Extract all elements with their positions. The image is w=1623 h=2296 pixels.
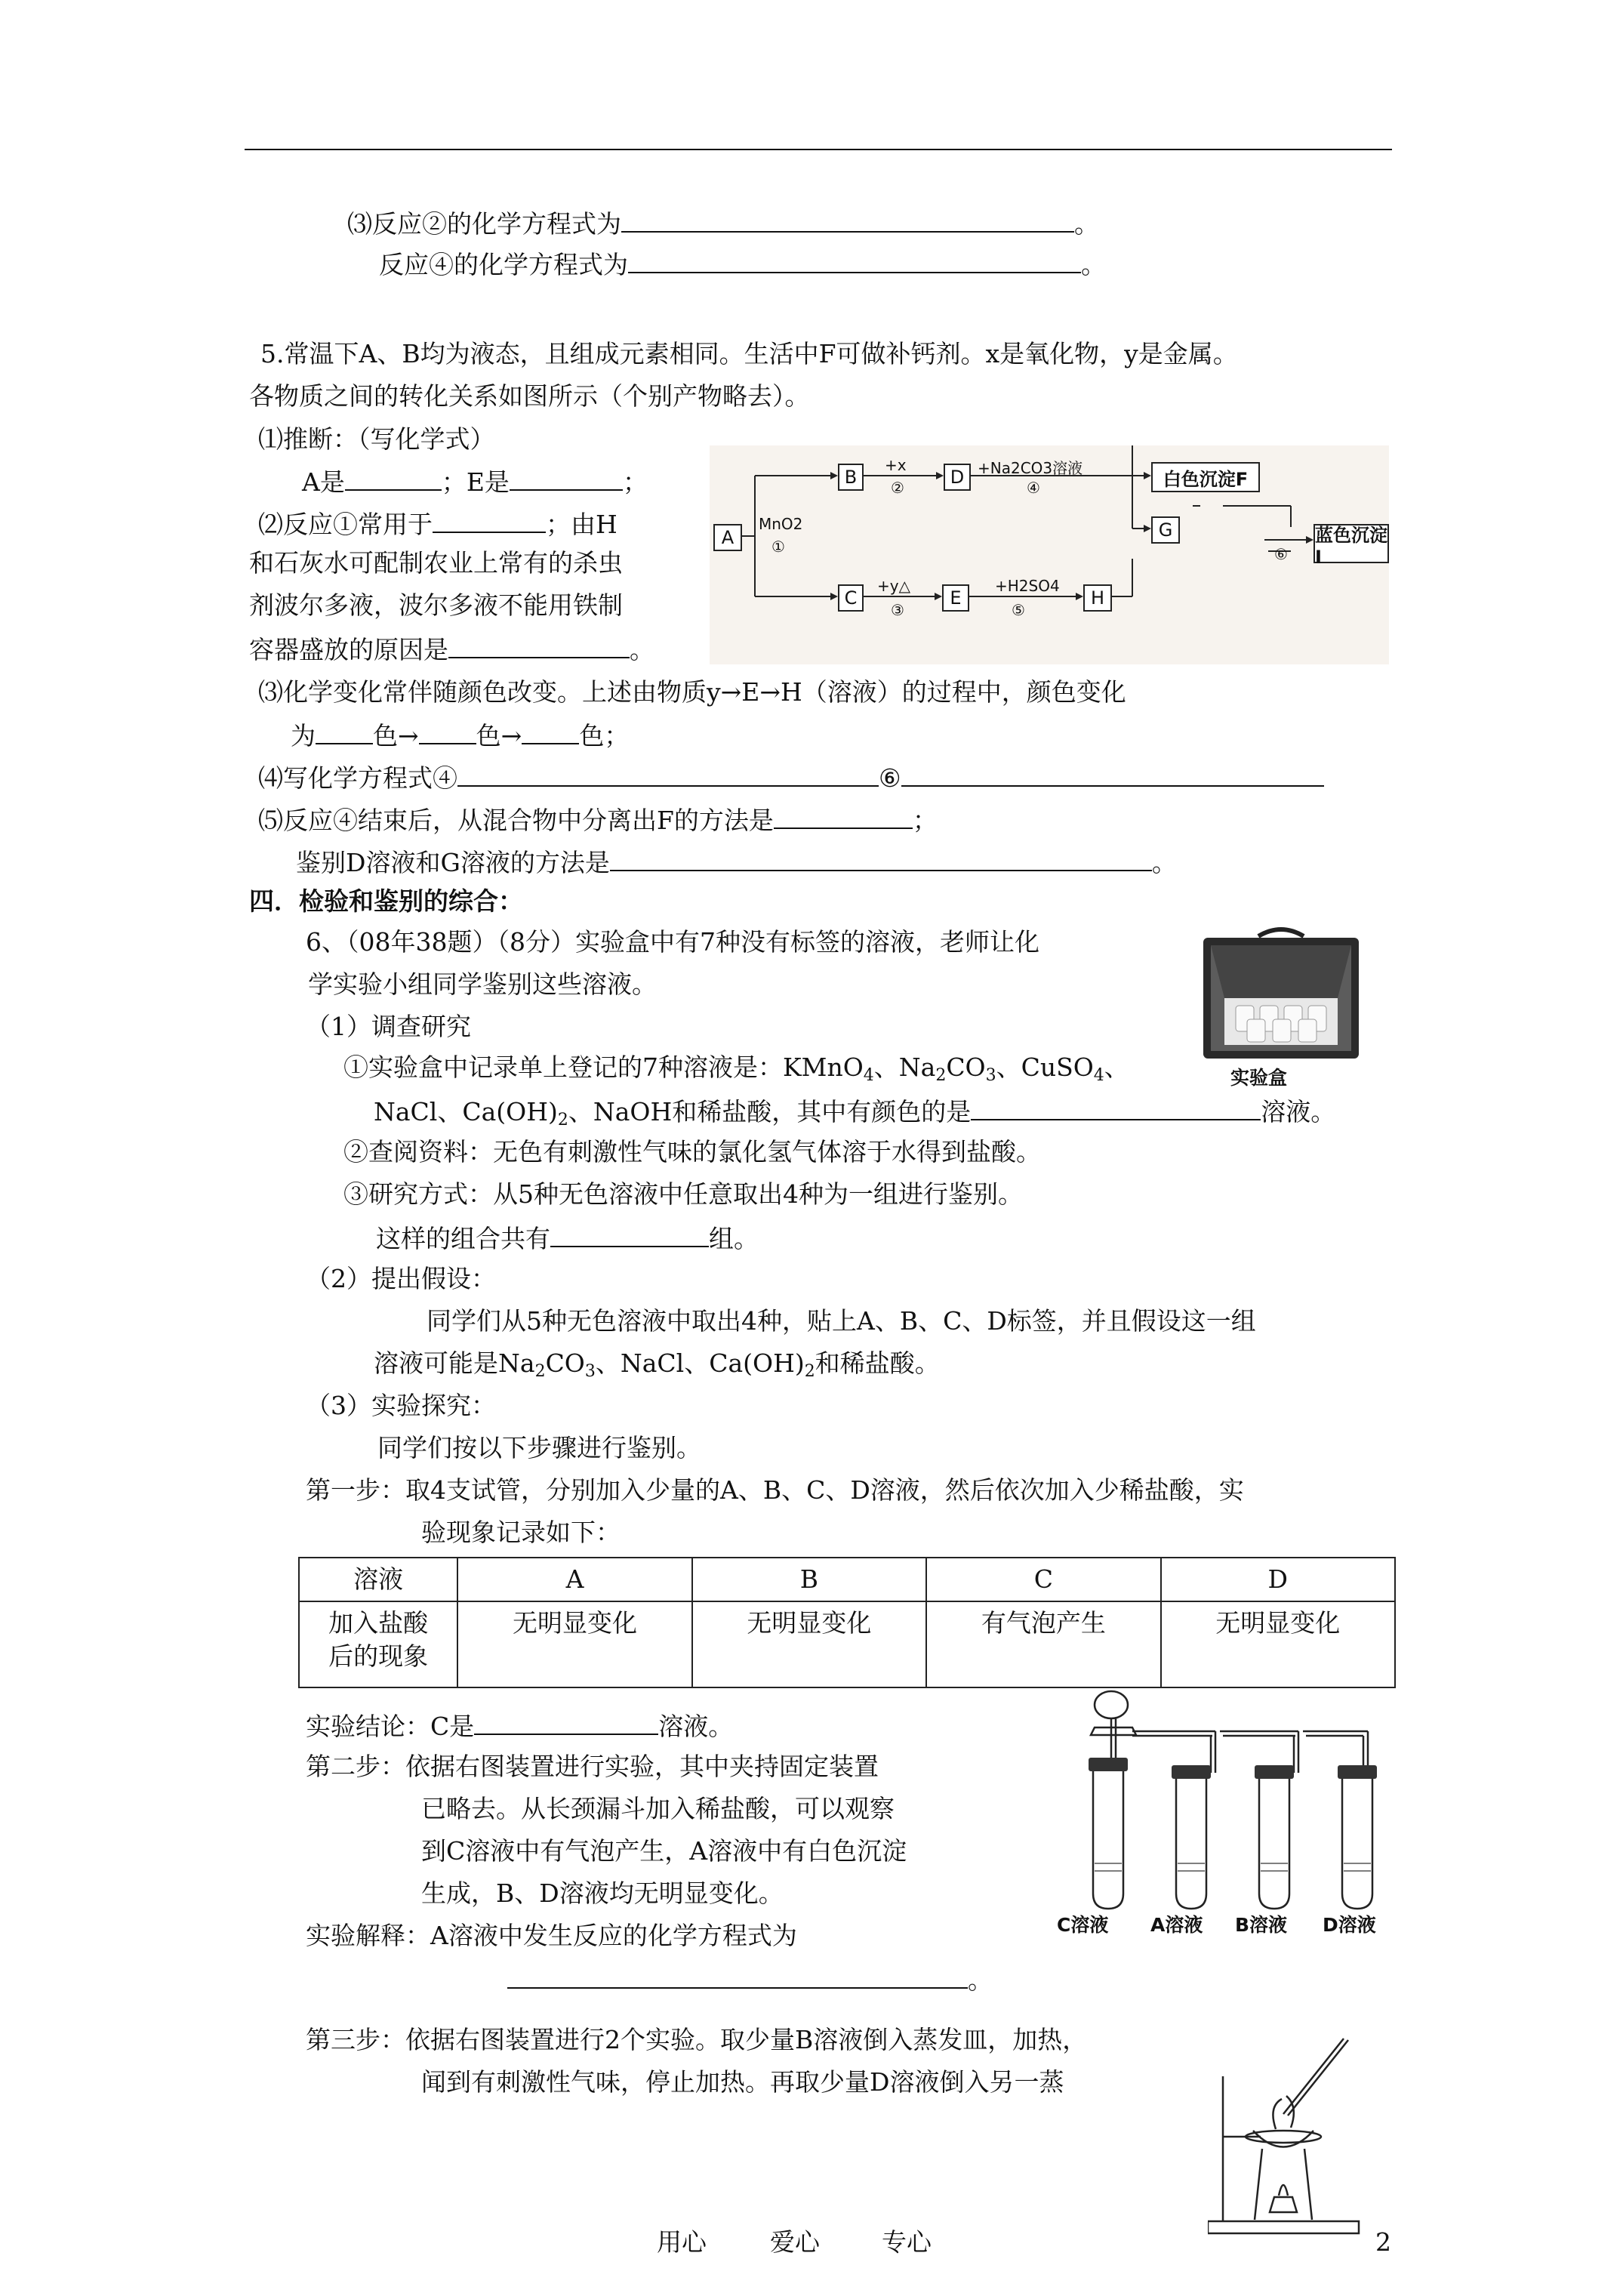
label-mno2: MnO2 xyxy=(759,515,803,533)
page-number: 2 xyxy=(1375,2227,1391,2257)
step1-line-2: 验现象记录如下： xyxy=(421,1518,621,1547)
answer-blank[interactable] xyxy=(971,1093,1261,1120)
answer-blank[interactable] xyxy=(448,631,630,658)
answer-blank[interactable] xyxy=(507,1962,968,1989)
conclusion-line: 实验结论：C是 溶液。 xyxy=(306,1708,733,1743)
s2-heading: （2）提出假设： xyxy=(306,1264,496,1293)
footer-motto-2: 爱心 xyxy=(770,2227,820,2257)
footer-motto-3: 专心 xyxy=(882,2227,932,2257)
q5-part2-l2: 和石灰水可配制农业上常有的杀虫 xyxy=(249,548,623,578)
explanation-blank-line: 。 xyxy=(507,1962,993,1997)
q6-line-2: 学实验小组同学鉴别这些溶液。 xyxy=(308,969,657,999)
section-heading: 四．检验和鉴别的综合： xyxy=(249,886,523,916)
label-reaction-4: ④ xyxy=(1027,479,1040,497)
tube-label: B溶液 xyxy=(1235,1914,1288,1936)
tube-label: A溶液 xyxy=(1150,1914,1203,1936)
q4-line-3a: ⑶反应②的化学方程式为 。 xyxy=(347,205,1099,241)
reaction-flow-diagram xyxy=(710,445,1389,664)
step2-line-1: 第二步：依据右图装置进行实验，其中夹持固定装置 xyxy=(306,1752,879,1781)
table-cell: 有气泡产生 xyxy=(926,1601,1160,1687)
table-header: 溶液 xyxy=(299,1558,457,1601)
flow-node-f: 白色沉淀F xyxy=(1151,462,1260,492)
s3-line-1: 同学们按以下步骤进行鉴别。 xyxy=(377,1433,701,1462)
step2-line-3: 到C溶液中有气泡产生，A溶液中有白色沉淀 xyxy=(421,1836,907,1866)
q5-part1-answers: A是 ；E是 ； xyxy=(302,464,648,499)
step2-line-4: 生成，B、D溶液均无明显变化。 xyxy=(421,1878,784,1908)
answer-blank[interactable] xyxy=(550,1220,709,1247)
step3-line-2: 闻到有刺激性气味，停止加热。再取少量D溶液倒入另一蒸 xyxy=(421,2067,1064,2097)
flow-node-i: 蓝色沉淀I xyxy=(1315,524,1387,568)
label-reaction-5: ⑤ xyxy=(1012,601,1025,619)
flow-node-g: G xyxy=(1151,516,1180,544)
evaporation-illustration xyxy=(1208,2023,1374,2250)
table-header: C xyxy=(926,1558,1160,1601)
table-cell: 无明显变化 xyxy=(1161,1601,1395,1687)
s2-line-1: 同学们从5种无色溶液中取出4种，贴上A、B、C、D标签，并且假设这一组 xyxy=(427,1306,1256,1336)
table-header-row xyxy=(299,1558,1395,1601)
table-row xyxy=(299,1601,1395,1687)
q5-part2-l4: 容器盛放的原因是 。 xyxy=(249,631,654,667)
label-reaction-1: ① xyxy=(771,538,785,556)
q5-part2-l3: 剂波尔多液，波尔多液不能用铁制 xyxy=(249,590,623,620)
flow-node-h: H xyxy=(1083,584,1112,612)
footer-motto-1: 用心 xyxy=(657,2227,707,2257)
answer-blank[interactable] xyxy=(610,844,1152,871)
q5-part5-l1: ⑸反应④结束后，从混合物中分离出F的方法是 ； xyxy=(258,802,938,837)
q5-part1: ⑴推断：（写化学式） xyxy=(258,424,495,454)
header-rule xyxy=(245,149,1392,150)
answer-blank[interactable] xyxy=(316,717,373,744)
table-header: B xyxy=(692,1558,926,1601)
q5-intro-1: 5.常温下A、B均为液态，且组成元素相同。生活中F可做补钙剂。x是氧化物，y是金属。 xyxy=(260,339,1238,368)
tube-label: D溶液 xyxy=(1323,1914,1376,1936)
answer-blank-e[interactable] xyxy=(510,464,623,491)
answer-blank[interactable] xyxy=(774,802,913,829)
s1-item-1: ①实验盒中记录单上登记的7种溶液是：KMnO$_4$、$Na_2CO_3$、CuSO$_4$、 xyxy=(343,1052,1129,1085)
experiment-box-illustration xyxy=(1194,923,1368,1081)
flow-node-d: D xyxy=(944,464,971,491)
answer-blank[interactable] xyxy=(522,717,579,744)
label-x: +x xyxy=(885,456,907,474)
step2-line-2: 已略去。从长颈漏斗加入稀盐酸，可以观察 xyxy=(421,1794,895,1823)
q5-part4: ⑷写化学方程式④ ⑥ xyxy=(258,760,1324,795)
row-label: 加入盐酸 后的现象 xyxy=(299,1601,457,1687)
s1-item-1b: NaCl、$Ca(OH)_2$、NaOH和稀盐酸，其中有颜色的是 溶液。 xyxy=(374,1093,1335,1129)
flow-node-c: C xyxy=(838,584,864,612)
table-header: D xyxy=(1161,1558,1395,1601)
flow-node-e: E xyxy=(942,584,969,612)
label-reaction-3: ③ xyxy=(891,601,904,619)
q5-part3-l2: 为 色→ 色→ 色； xyxy=(291,717,629,753)
label-reaction-6: ⑥ xyxy=(1274,545,1288,563)
test-tube-apparatus xyxy=(1057,1682,1389,1954)
table-cell: 无明显变化 xyxy=(457,1601,691,1687)
answer-blank[interactable] xyxy=(628,246,1081,273)
answer-blank[interactable] xyxy=(433,506,546,533)
answer-blank[interactable] xyxy=(457,760,879,787)
s1-item-3b: 这样的组合共有 组。 xyxy=(376,1220,759,1256)
answer-blank[interactable] xyxy=(901,760,1324,787)
q4-line-3b: 反应④的化学方程式为 。 xyxy=(379,246,1106,282)
q5-intro-2: 各物质之间的转化关系如图所示（个别产物略去）。 xyxy=(249,381,810,411)
answer-blank-a[interactable] xyxy=(345,464,442,491)
label-h2so4: +H2SO4 xyxy=(995,577,1060,595)
s2-line-2: 溶液可能是$Na_2CO_3$、NaCl、$Ca(OH)_2$和稀盐酸。 xyxy=(374,1348,940,1381)
s1-item-3: ③研究方式：从5种无色溶液中任意取出4种为一组进行鉴别。 xyxy=(343,1179,1023,1209)
flow-node-b: B xyxy=(838,464,864,491)
step1-line-1: 第一步：取4支试管，分别加入少量的A、B、C、D溶液，然后依次加入少稀盐酸，实 xyxy=(306,1475,1244,1505)
s1-heading: （1）调查研究 xyxy=(306,1012,471,1041)
table-cell: 无明显变化 xyxy=(692,1601,926,1687)
label-reaction-2: ② xyxy=(891,479,904,497)
test-tube-illustration xyxy=(1057,1682,1389,1931)
q5-part2-l1: ⑵反应①常用于 ；由H xyxy=(258,506,617,541)
label-y: +y△ xyxy=(877,577,910,595)
experiment-box-image xyxy=(1194,923,1368,1089)
s1-item-2: ②查阅资料：无色有刺激性气味的氯化氢气体溶于水得到盐酸。 xyxy=(343,1137,1041,1166)
tube-label: C溶液 xyxy=(1057,1914,1109,1936)
answer-blank[interactable] xyxy=(621,205,1074,233)
step3-line-1: 第三步：依据右图装置进行2个实验。取少量B溶液倒入蒸发皿，加热， xyxy=(306,2025,1088,2054)
flow-node-a: A xyxy=(713,524,742,551)
experiment-box-caption: 实验盒 xyxy=(1230,1067,1288,1089)
q6-line-1: 6、（08年38题）（8分）实验盒中有7种没有标签的溶液，老师让化 xyxy=(306,927,1039,957)
table-header: A xyxy=(457,1558,691,1601)
result-table xyxy=(298,1557,1396,1688)
explanation-line: 实验解释：A溶液中发生反应的化学方程式为 xyxy=(306,1921,797,1950)
answer-blank[interactable] xyxy=(474,1708,658,1735)
q5-part5-l2: 鉴别D溶液和G溶液的方法是 。 xyxy=(296,844,1177,880)
q5-part3-l1: ⑶化学变化常伴随颜色改变。上述由物质y→E→H（溶液）的过程中，颜色变化 xyxy=(258,677,1126,707)
label-na2co3: +Na2CO3溶液 xyxy=(978,459,1083,477)
answer-blank[interactable] xyxy=(419,717,476,744)
evaporation-apparatus xyxy=(1208,2023,1374,2250)
s3-heading: （3）实验探究： xyxy=(306,1391,496,1420)
